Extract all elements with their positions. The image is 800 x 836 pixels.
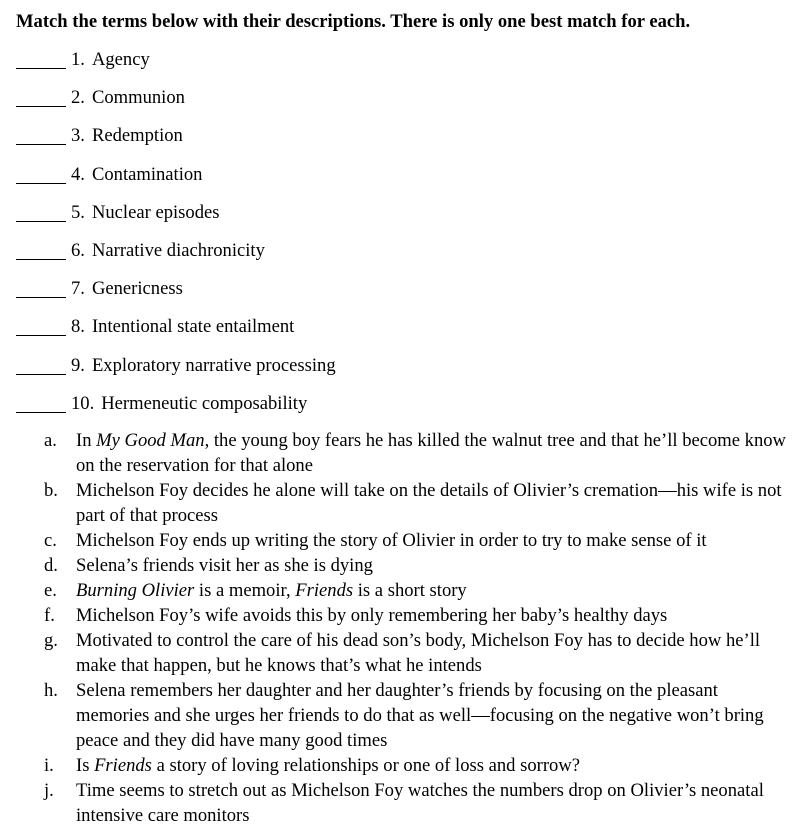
term-item bbox=[16, 122, 336, 160]
description-item bbox=[44, 553, 794, 578]
description-item bbox=[44, 628, 794, 678]
text-run: is a short story bbox=[353, 580, 467, 601]
term-item bbox=[16, 275, 336, 313]
instructions-heading: Match the terms below with their descriptions. There is only one best match for each. bbox=[16, 11, 691, 32]
description-letter: i. bbox=[44, 755, 54, 776]
answer-blank[interactable] bbox=[16, 86, 66, 107]
description-letter: g. bbox=[44, 630, 58, 651]
term-item bbox=[16, 46, 336, 84]
description-letter: a. bbox=[44, 430, 57, 451]
answer-blank[interactable] bbox=[16, 163, 66, 184]
description-letter: c. bbox=[44, 530, 57, 551]
description-item bbox=[44, 478, 794, 528]
text-run: is a memoir, bbox=[194, 580, 296, 601]
description-text bbox=[76, 553, 794, 578]
answer-blank[interactable] bbox=[16, 277, 66, 298]
term-number: 4. bbox=[71, 163, 85, 185]
description-text bbox=[76, 628, 794, 678]
answer-blank[interactable] bbox=[16, 354, 66, 375]
term-number: 10. bbox=[71, 392, 95, 414]
text-run: Michelson Foy decides he alone will take on the details of Olivier’s cremation—his wife is not part of that process bbox=[76, 480, 782, 526]
description-text bbox=[76, 428, 794, 478]
answer-blank[interactable] bbox=[16, 392, 66, 413]
term-label: Communion bbox=[91, 87, 185, 109]
description-letter: e. bbox=[44, 580, 57, 601]
description-text bbox=[76, 753, 794, 778]
italic-title: My Good Man bbox=[96, 430, 205, 451]
description-item bbox=[44, 778, 794, 828]
italic-title: Burning Olivier bbox=[76, 580, 195, 601]
term-number: 2. bbox=[71, 87, 85, 109]
terms-list bbox=[16, 46, 336, 428]
term-label: Hermeneutic composability bbox=[101, 392, 308, 414]
text-run: Michelson Foy ends up writing the story of Olivier in order to try to make sense of it bbox=[76, 530, 707, 551]
term-number: 8. bbox=[71, 316, 85, 338]
descriptions-list bbox=[44, 428, 794, 828]
term-label: Agency bbox=[91, 49, 150, 70]
description-item bbox=[44, 678, 794, 753]
term-label: Genericness bbox=[91, 278, 183, 300]
description-letter: b. bbox=[44, 480, 58, 501]
text-run: Is bbox=[76, 755, 95, 776]
answer-blank[interactable] bbox=[16, 201, 66, 222]
description-text bbox=[76, 678, 794, 753]
term-label: Narrative diachronicity bbox=[91, 239, 265, 261]
description-letter: j. bbox=[44, 780, 54, 801]
italic-title: Friends bbox=[295, 580, 354, 601]
description-letter: f. bbox=[44, 605, 55, 626]
term-label: Nuclear episodes bbox=[91, 201, 220, 223]
term-number: 6. bbox=[71, 239, 85, 261]
description-item bbox=[44, 753, 794, 778]
term-item bbox=[16, 84, 336, 122]
term-item bbox=[16, 199, 336, 237]
text-run: , the young boy fears he has killed the walnut tree and that he’ll become know on the reservation for that alone bbox=[76, 430, 786, 476]
term-number: 1. bbox=[71, 49, 85, 70]
term-item bbox=[16, 237, 336, 275]
text-run: a story of loving relationships or one of loss and sorrow? bbox=[151, 755, 581, 776]
term-number: 3. bbox=[71, 125, 85, 147]
term-number: 7. bbox=[71, 278, 85, 300]
description-item bbox=[44, 603, 794, 628]
description-text bbox=[76, 778, 794, 828]
text-run: Selena remembers her daughter and her daughter’s friends by focusing on the pleasant memories and she urges her friends to do that as well—focusing on the negative won’t bring peace and they did have many good times bbox=[76, 680, 764, 751]
description-text bbox=[76, 478, 794, 528]
text-run: Time seems to stretch out as Michelson Foy watches the numbers drop on Olivier’s neonatal intensive care monitors bbox=[76, 780, 764, 826]
term-number: 9. bbox=[71, 354, 85, 376]
text-run: In bbox=[76, 430, 97, 451]
text-run: Michelson Foy’s wife avoids this by only remembering her baby’s healthy days bbox=[76, 605, 668, 626]
description-text bbox=[76, 578, 794, 603]
term-label: Redemption bbox=[91, 125, 183, 147]
term-item bbox=[16, 390, 336, 428]
term-item bbox=[16, 313, 336, 351]
text-run: Motivated to control the care of his dead son’s body, Michelson Foy has to decide how he’ll make that happen, but he knows that’s what he intends bbox=[76, 630, 761, 676]
text-run: Selena’s friends visit her as she is dying bbox=[76, 555, 373, 576]
answer-blank[interactable] bbox=[16, 48, 66, 69]
answer-blank[interactable] bbox=[16, 315, 66, 336]
term-label: Exploratory narrative processing bbox=[91, 354, 336, 376]
term-label: Contamination bbox=[91, 163, 203, 185]
description-item bbox=[44, 528, 794, 553]
italic-title: Friends bbox=[94, 755, 152, 776]
description-item bbox=[44, 578, 794, 603]
term-number: 5. bbox=[71, 201, 85, 223]
answer-blank[interactable] bbox=[16, 239, 66, 260]
term-label: Intentional state entailment bbox=[91, 316, 295, 338]
term-item bbox=[16, 161, 336, 199]
description-item bbox=[44, 428, 794, 478]
answer-blank[interactable] bbox=[16, 124, 66, 145]
term-item bbox=[16, 352, 336, 390]
description-text bbox=[76, 603, 794, 628]
description-letter: h. bbox=[44, 680, 58, 701]
description-letter: d. bbox=[44, 555, 58, 576]
description-text bbox=[76, 528, 794, 553]
